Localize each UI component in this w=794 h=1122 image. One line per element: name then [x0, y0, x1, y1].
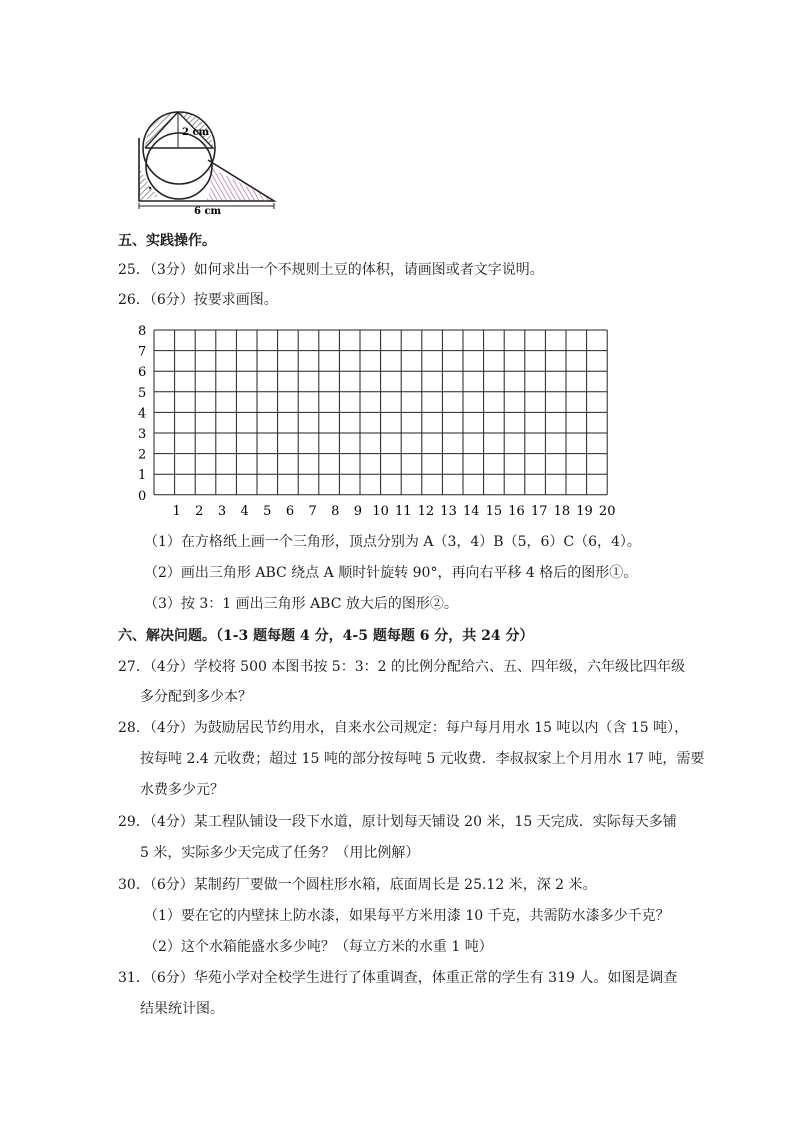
grid-y-label: 4 — [138, 406, 147, 422]
question-26-part-3: （3）按 3：1 画出三角形 ABC 放大后的图形②。 — [144, 596, 458, 612]
section-five-title: 五、实践操作。 — [118, 233, 216, 249]
grid-x-label: 7 — [308, 503, 317, 519]
question-28-line-1: 28．（4分）为鼓励居民节约用水，自来水公司规定：每户每月用水 15 吨以内（含 15 吨）， — [118, 720, 689, 736]
question-30-part-1: （1）要在它的内壁抹上防水漆，如果每平方米用漆 10 千克，共需防水漆多少千克？ — [144, 908, 670, 924]
grid-y-label: 7 — [138, 344, 147, 360]
question-26-part-2: （2）画出三角形 ABC 绕点 A 顺时针旋转 90°，再向右平移 4 格后的图形①。 — [144, 565, 638, 581]
grid-x-label: 6 — [285, 503, 295, 519]
grid-x-label: 20 — [598, 503, 616, 519]
grid-x-label: 11 — [394, 503, 412, 519]
grid-x-label: 9 — [353, 503, 363, 519]
question-27-line-2: 多分配到多少本？ — [140, 689, 252, 705]
grid-y-label: 0 — [138, 488, 147, 504]
grid-y-label: 8 — [138, 324, 147, 339]
question-28-line-3: 水费多少元？ — [140, 782, 224, 798]
grid-x-label: 19 — [576, 503, 593, 519]
grid-x-label: 12 — [417, 503, 435, 519]
grid-x-label: 16 — [508, 503, 525, 519]
coordinate-grid — [136, 322, 656, 522]
question-26-part-1: （1）在方格纸上画一个三角形，顶点分别为 A（3，4）B（5，6）C（6，4）。 — [144, 534, 641, 550]
grid-x-label: 15 — [485, 503, 503, 519]
grid-x-label: 2 — [195, 503, 204, 519]
width-label: 6 cm — [194, 206, 222, 214]
geometry-figure — [136, 108, 278, 214]
question-30-line-1: 30．（6分）某制药厂要做一个圆柱形水箱，底面周长是 25.12 米，深 2 米。 — [118, 877, 597, 893]
grid-y-label: 1 — [138, 468, 147, 484]
grid-x-label: 1 — [172, 503, 181, 519]
grid-x-label: 3 — [217, 503, 227, 519]
grid-y-label: 6 — [138, 365, 147, 381]
question-30-part-2: （2）这个水箱能盛水多少吨？（每立方米的水重 1 吨） — [144, 939, 493, 955]
grid-x-label: 10 — [372, 503, 389, 519]
grid-x-label: 5 — [263, 503, 272, 519]
grid-y-label: 3 — [138, 427, 147, 442]
height-label: 2 cm — [182, 127, 210, 138]
grid-x-label: 4 — [240, 503, 249, 519]
grid-x-label: 8 — [331, 503, 340, 519]
question-26: 26．（6分）按要求画图。 — [118, 292, 278, 308]
grid-x-label: 14 — [462, 503, 480, 519]
question-31-line-1: 31．（6分）华苑小学对全校学生进行了体重调查，体重正常的学生有 319 人。如图是调查 — [118, 970, 678, 986]
grid-x-label: 13 — [440, 503, 457, 519]
grid-x-label: 18 — [553, 503, 571, 519]
question-28-line-2: 按每吨 2.4 元收费；超过 15 吨的部分按每吨 5 元收费．李叔叔家上个月用水 17 吨，需要 — [140, 751, 705, 767]
question-27-line-1: 27．（4分）学校将 500 本图书按 5：3：2 的比例分配给六、五、四年级，六年级比四年级 — [118, 659, 685, 675]
question-29-line-2: 5 米，实际多少天完成了任务？（用比例解） — [140, 845, 420, 861]
section-six-title: 六、解决问题。（1-3 题每题 4 分，4-5 题每题 6 分，共 24 分） — [118, 628, 534, 644]
grid-paper — [136, 322, 656, 522]
question-29-line-1: 29．（4分）某工程队铺设一段下水道，原计划每天铺设 20 米，15 天完成．实际每天多铺 — [118, 814, 677, 830]
grid-y-label: 2 — [138, 447, 147, 463]
grid-x-label: 17 — [530, 503, 548, 519]
question-31-line-2: 结果统计图。 — [140, 1001, 224, 1017]
question-25: 25．（3分）如何求出一个不规则土豆的体积，请画图或者文字说明。 — [118, 262, 544, 278]
circles-triangle-diagram — [136, 108, 278, 214]
grid-y-label: 5 — [138, 385, 147, 401]
